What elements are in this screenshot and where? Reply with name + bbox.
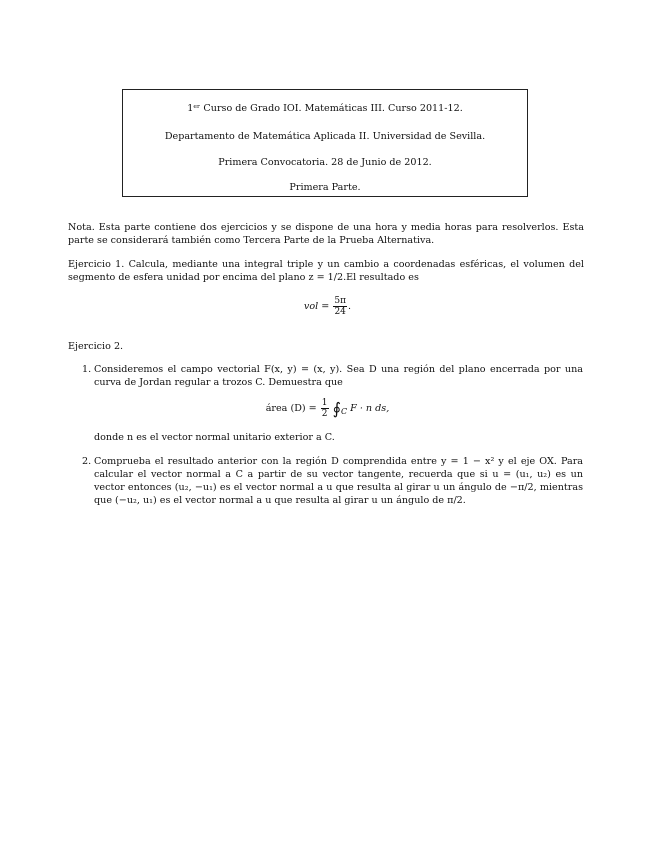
item1-after-text: donde n es el vector normal unitario exterior a C. [94, 432, 335, 443]
header-course-line: 1ᵉʳ Curso de Grado IOI. Matemáticas III. Curso 2011-12. [187, 103, 463, 114]
header-department-line: Departamento de Matemática Aplicada II. Universidad de Sevilla. [164, 131, 486, 142]
ejercicio1-formula [0, 296, 655, 317]
item2-number: 2. [82, 456, 92, 467]
nota-paragraph [68, 221, 584, 247]
ejercicio2-label: Ejercicio 2. [68, 341, 124, 352]
item1-formula [0, 398, 655, 419]
contour-integral-sign: ∮ [332, 399, 341, 418]
vol-period: . [348, 301, 352, 312]
vol-fraction-denominator: 24 [334, 307, 346, 317]
area-fraction-denominator: 2 [321, 409, 328, 419]
area-fraction [321, 398, 329, 419]
area-fraction-numerator: 1 [321, 398, 328, 408]
header-part-line: Primera Parte. [289, 182, 361, 193]
integrand: F · n ds, [350, 403, 390, 414]
nota-text: Esta parte contiene dos ejercicios y se dispone de una hora y media horas para resolverlos. Esta parte se considerará también como Tercera Parte de la Prueba Alternativa. [68, 222, 584, 246]
vol-lhs: vol = [303, 301, 330, 312]
ejercicio2-heading [68, 340, 584, 353]
integral-subscript: C [340, 406, 348, 416]
header-exam-date-line: Primera Convocatoria. 28 de Junio de 2012. [218, 157, 432, 168]
item2-text: Comprueba el resultado anterior con la región D comprendida entre y = 1 − x² y el eje OX. Para calcular el vector normal a C a partir de su vector tangente, recuerda que si u = (u₁, u₂) es un vector entonces (u₂, −u₁) es el vector normal a u que resulta al girar u un ángulo de −π/2, mientras que (−u₂, u₁) es el vector normal a u que resulta al girar u un ángulo de π/2. [94, 456, 583, 506]
nota-label: Nota. [68, 222, 95, 233]
vol-fraction [333, 296, 347, 317]
ejercicio1-paragraph [68, 258, 584, 284]
ejercicio1-label: Ejercicio 1. [68, 259, 125, 270]
item1-text: Consideremos el campo vectorial F(x, y) = (x, y). Sea D una región del plano encerrada por una curva de Jordan regular a trozos C. Demuestra que [94, 364, 583, 388]
ejercicio1-text: Calcula, mediante una integral triple y un cambio a coordenadas esféricas, el volumen del segmento de esfera unidad por encima del plano z = 1/2.El resultado es [68, 259, 584, 283]
area-lhs: área (D) = [265, 403, 317, 414]
item1-number: 1. [82, 364, 92, 375]
vol-fraction-numerator: 5π [334, 296, 346, 306]
header-box [122, 89, 528, 197]
